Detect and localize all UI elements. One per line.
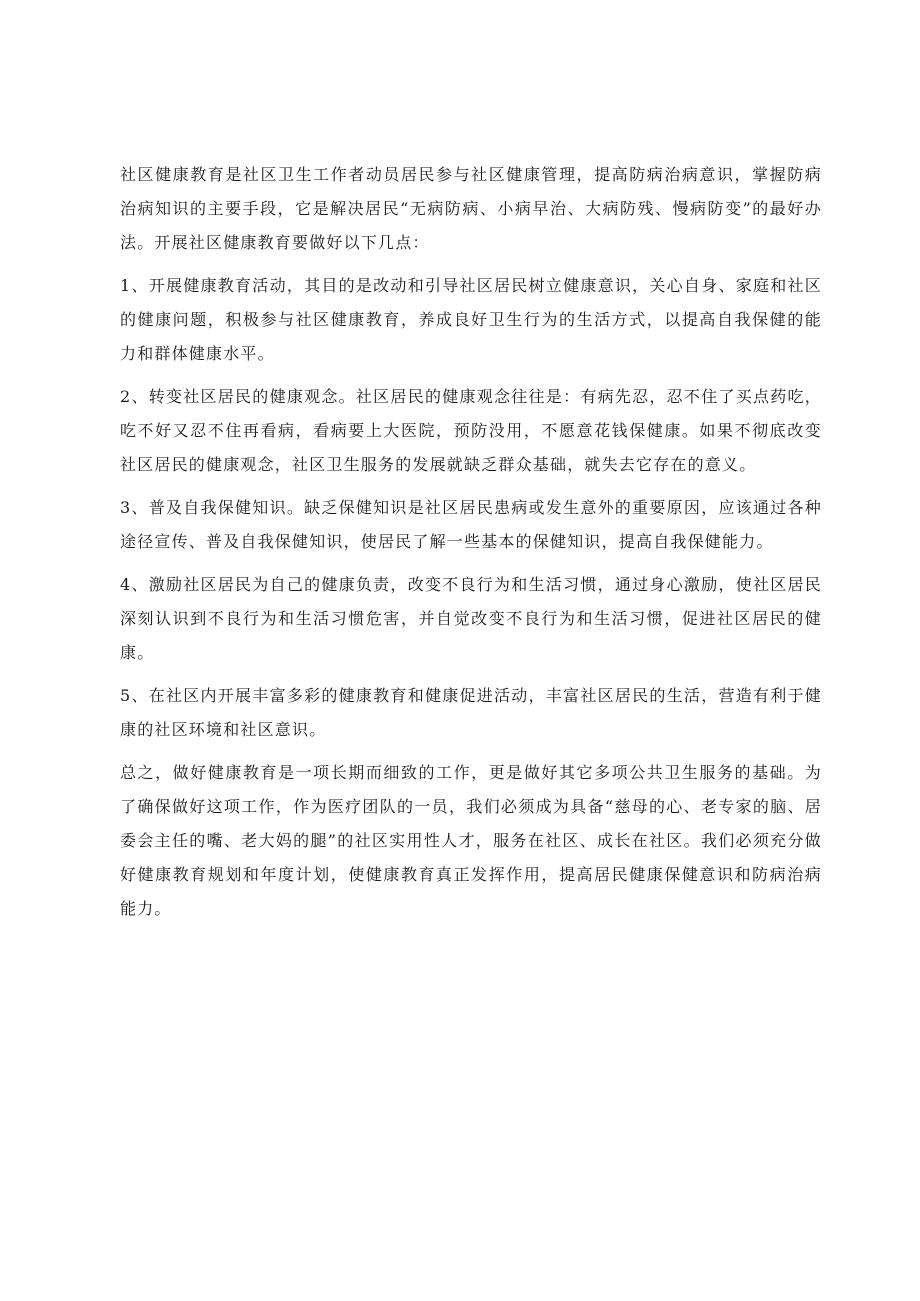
- document-body: [120, 158, 822, 935]
- point-3-paragraph: 3、普及自我保健知识。缺乏保健知识是社区居民患病或发生意外的重要原因，应该通过各种途径宣传、普及自我保健知识，使居民了解一些基本的保健知识，提高自我保健能力。: [120, 498, 822, 551]
- point-1-paragraph: 1、开展健康教育活动，其目的是改动和引导社区居民树立健康意识，关心自身、家庭和社区的健康问题，积极参与社区健康教育，养成良好卫生行为的生活方式，以提高自我保健的能力和群体健康水平。: [120, 276, 822, 363]
- intro-paragraph: 社区健康教育是社区卫生工作者动员居民参与社区健康管理，提高防病治病意识，掌握防病治病知识的主要手段，它是解决居民“无病防病、小病早治、大病防残、慢病防变”的最好办法。开展社区健康教育要做好以下几点：: [120, 165, 822, 252]
- point-5-paragraph: 5、在社区内开展丰富多彩的健康教育和健康促进活动，丰富社区居民的生活，营造有利于健康的社区环境和社区意识。: [120, 686, 822, 739]
- point-2-paragraph: 2、转变社区居民的健康观念。社区居民的健康观念往往是：有病先忍，忍不住了买点药吃，吃不好又忍不住再看病，看病要上大医院，预防没用，不愿意花钱保健康。如果不彻底改变社区居民的健康观念，社区卫生服务的发展就缺乏群众基础，就失去它存在的意义。: [120, 387, 822, 474]
- conclusion-paragraph: 总之，做好健康教育是一项长期而细致的工作，更是做好其它多项公共卫生服务的基础。为了确保做好这项工作，作为医疗团队的一员，我们必须成为具备“慈母的心、老专家的脑、居委会主任的嘴、老大妈的腿”的社区实用性人才，服务在社区、成长在社区。我们必须充分做好健康教育规划和年度计划，使健康教育真正发挥作用，提高居民健康保健意识和防病治病能力。: [120, 763, 822, 918]
- point-4-paragraph: 4、激励社区居民为自己的健康负责，改变不良行为和生活习惯，通过身心激励，使社区居民深刻认识到不良行为和生活习惯危害，并自觉改变不良行为和生活习惯，促进社区居民的健康。: [120, 575, 822, 662]
